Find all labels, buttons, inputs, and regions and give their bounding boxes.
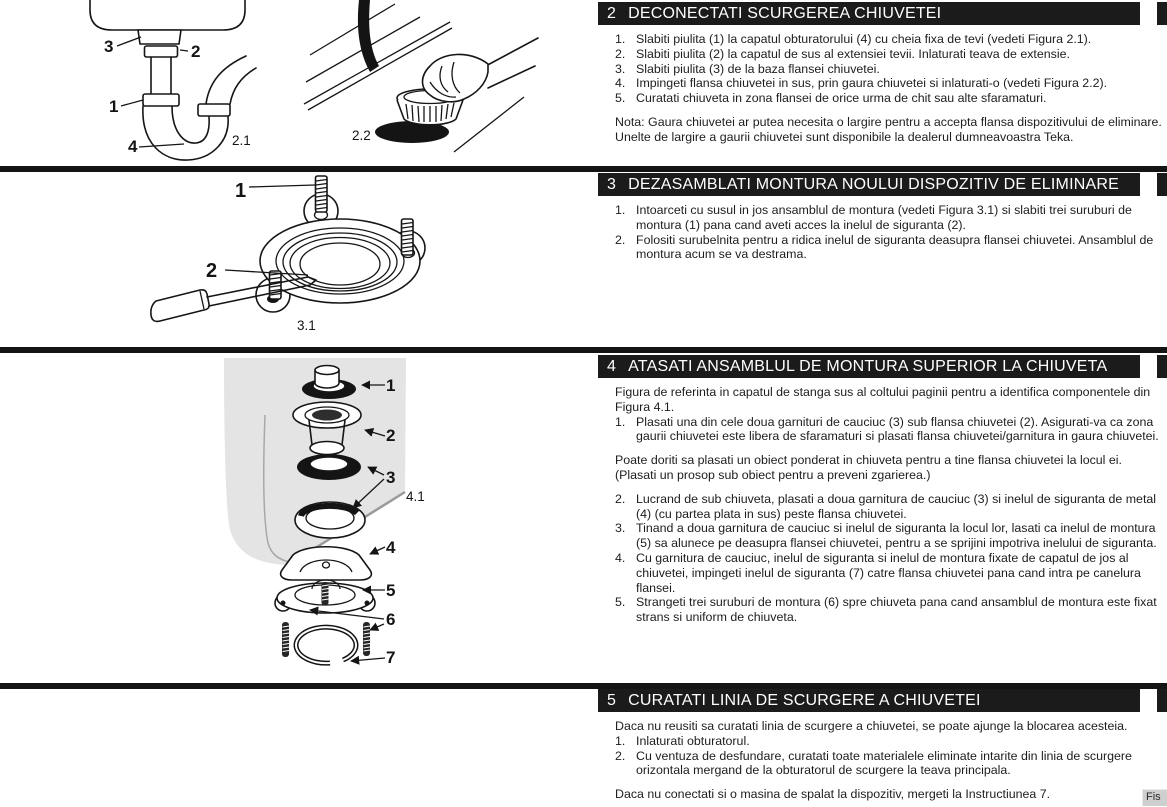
figure-2-2-hand-strainer-drawing <box>302 0 540 162</box>
section-divider <box>0 347 1167 353</box>
section-title: DECONECTATI SCURGEREA CHIUVETEI <box>628 4 942 22</box>
item-text: Tinand a doua garnitura de cauciuc si inelul de siguranta la locul lor, lasati ca inelul de montura (5) sa alunece pe deasupra flansei chiuvetei, pentru a se sprijini impotriva inelului de siguranta. <box>636 521 1157 551</box>
figure-2-1-p-trap-drawing <box>60 0 320 162</box>
fig21-caption: 2.1 <box>232 133 251 148</box>
section-number: 2 <box>607 4 617 22</box>
list-item <box>615 76 1163 91</box>
page-edge-tab <box>1157 689 1167 712</box>
item-text: Cu garnitura de cauciuc, inelul de siguranta si inelul de montura fixate de capatul de jos al chiuvetei, impingeti inelul de siguranta (7) catre flansa chiuvetei pana cand intra pe canelura flansei. <box>636 550 1141 595</box>
section-number: 4 <box>607 357 617 375</box>
item-text: Inlaturati obturatorul. <box>636 733 750 748</box>
section-2-header <box>598 2 1167 25</box>
fig41-label-2: 2 <box>386 426 396 445</box>
list-item <box>615 62 1163 77</box>
section-3-body <box>598 196 1167 262</box>
item-number: 5. <box>615 595 626 610</box>
item-number: 2. <box>615 46 626 61</box>
list-item <box>615 91 1163 106</box>
section-disconnect-drain <box>598 2 1167 145</box>
item-text: Slabiti piulita (3) de la baza flansei chiuvetei. <box>636 61 880 76</box>
fig31-label-1: 1 <box>235 180 247 202</box>
item-number: 3. <box>615 521 626 536</box>
section-title: CURATATI LINIA DE SCURGERE A CHIUVETEI <box>628 691 981 709</box>
tip-line-1: Poate doriti sa plasati un obiect ponderat in chiuveta pentru a tine flansa chiuvetei la locul ei. <box>615 453 1122 468</box>
mounting-ring-line-art <box>151 176 425 321</box>
item-text: Folositi surubelnita pentru a ridica inelul de siguranta deasupra flansei chiuvetei. Ansamblul de montura acum se va destrama. <box>636 232 1154 262</box>
item-text: Slabiti piulita (2) la capatul de sus al extensiei tevii. Inlaturati teava de extensie. <box>636 46 1070 61</box>
section-4-header-bar <box>598 355 1140 378</box>
intro-paragraph: Figura de referinta in capatul de stanga sus al coltului paginii pentru a identifica componentele din Figura 4.1. <box>615 385 1151 414</box>
section-5-header <box>598 689 1167 712</box>
fig21-label-3: 3 <box>104 37 114 56</box>
list-item <box>615 415 1163 445</box>
item-number: 1. <box>615 32 626 46</box>
list-item <box>615 203 1163 233</box>
list-item <box>615 32 1163 47</box>
section-2-body <box>598 25 1167 145</box>
fig41-caption: 4.1 <box>406 489 425 504</box>
tip-line-2: (Plasati un prosop sub obiect pentru a preveni zgarierea.) <box>615 467 931 482</box>
list-item <box>615 492 1163 522</box>
section-divider <box>0 166 1167 172</box>
strainer-line-art <box>304 0 538 152</box>
header-gap <box>1140 173 1157 196</box>
list-item <box>615 734 1163 749</box>
page-edge-tab <box>1157 2 1167 25</box>
note-line-1: Nota: Gaura chiuvetei ar putea necesita o largire pentru a accepta flansa dispozitivului de eliminare. <box>615 114 1162 129</box>
section-2-header-bar <box>598 2 1140 25</box>
item-text: Cu ventuza de desfundare, curatati toate materialele eliminate intarite din linia de scurgere orizontala mergand de la obturatorul de scurgere la teava principala. <box>636 748 1132 778</box>
section-title: DEZASAMBLATI MONTURA NOULUI DISPOZITIV DE ELIMINARE <box>628 175 1119 193</box>
fig41-label-3: 3 <box>386 468 396 487</box>
list-item <box>615 233 1163 263</box>
item-number: 4. <box>615 550 626 565</box>
item-number: 2. <box>615 491 626 506</box>
fig21-label-2: 2 <box>191 42 201 61</box>
page-edge-tab <box>1157 355 1167 378</box>
item-text: Curatati chiuveta in zona flansei de orice urma de chit sau alte sfaramaturi. <box>636 91 1047 106</box>
section-3-header <box>598 173 1167 196</box>
header-gap <box>1140 355 1157 378</box>
item-text: Plasati una din cele doua garnituri de cauciuc (3) sub flansa chiuvetei (2). Asigurati-va ca zona gaurii chiuvetei este libera de sfaramaturi si plasati flansa chiuvetei/garnitura in gaura chiuvetei. <box>636 414 1159 444</box>
fig21-label-4: 4 <box>128 137 138 156</box>
item-text: Lucrand de sub chiuveta, plasati a doua garnitura de cauciuc (3) si inelul de siguranta de metal (4) (cu partea plata in sus) peste flansa chiuvetei. <box>636 491 1157 521</box>
item-number: 3. <box>615 61 626 76</box>
item-number: 1. <box>615 733 626 748</box>
item-number: 2. <box>615 232 626 247</box>
note-paragraph <box>615 115 1163 145</box>
list-item <box>615 47 1163 62</box>
item-text: Impingeti flansa chiuvetei in sus, prin gaura chiuvetei si inlaturati-o (vedeti Figura 2.2). <box>636 76 1108 91</box>
fig41-label-6: 6 <box>386 610 396 629</box>
item-text: Slabiti piulita (1) la capatul obturatorului (4) cu cheia fixa de tevi (vedeti Figura 2.1). <box>636 32 1092 46</box>
section-4-body <box>598 378 1167 625</box>
item-number: 5. <box>615 91 626 106</box>
fig31-label-2: 2 <box>206 260 218 282</box>
section-3-header-bar <box>598 173 1140 196</box>
item-number: 4. <box>615 76 626 91</box>
fig41-label-4: 4 <box>386 538 396 557</box>
fig41-label-1: 1 <box>386 376 396 395</box>
section-title: ATASATI ANSAMBLUL DE MONTURA SUPERIOR LA CHIUVETA <box>628 357 1108 375</box>
section-attach-upper-mount <box>598 355 1167 625</box>
section-number: 3 <box>607 175 617 193</box>
list-item <box>615 521 1163 551</box>
header-gap <box>1140 689 1157 712</box>
closing-paragraph: Daca nu conectati si o masina de spalat la dispozitiv, mergeti la Instructiunea 7. <box>615 787 1051 802</box>
section-clean-drain-line <box>598 689 1167 802</box>
item-number: 1. <box>615 203 626 217</box>
section-5-header-bar <box>598 689 1140 712</box>
section-disassemble-mount <box>598 173 1167 262</box>
page-edge-tab <box>1157 173 1167 196</box>
intro-paragraph: Daca nu reusiti sa curatati linia de scurgere a chiuvetei, se poate ajunge la blocarea acesteia. <box>615 719 1128 733</box>
figure-3-1-mounting-ring-drawing <box>140 173 585 341</box>
list-item <box>615 551 1163 595</box>
list-item <box>615 749 1163 779</box>
section-number: 5 <box>607 691 617 709</box>
item-number: 1. <box>615 414 626 429</box>
note-line-2: Unelte de largire a gaurii chiuvetei sunt disponibile la dealerul dumneavoastra Teka. <box>615 129 1074 144</box>
item-number: 2. <box>615 748 626 763</box>
section-5-body <box>598 712 1167 802</box>
fig22-caption: 2.2 <box>352 128 371 143</box>
section-4-header <box>598 355 1167 378</box>
fig41-label-5: 5 <box>386 581 396 600</box>
header-gap <box>1140 2 1157 25</box>
corner-clipped-button[interactable]: Fis <box>1142 789 1167 806</box>
fig31-caption: 3.1 <box>297 318 316 333</box>
list-item <box>615 595 1163 625</box>
tip-paragraph <box>615 453 1163 483</box>
figure-4-1-exploded-assembly-drawing <box>200 358 462 680</box>
steps-list <box>615 492 1163 625</box>
fig41-label-7: 7 <box>386 648 396 667</box>
item-text: Strangeti trei suruburi de montura (6) spre chiuveta pana cand ansamblul de montura este fixat strans si uniform de chiuveta. <box>636 595 1157 625</box>
fig21-label-1: 1 <box>109 97 119 116</box>
item-text: Intoarceti cu susul in jos ansamblul de montura (vedeti Figura 3.1) si slabiti trei suruburi de montura (1) pana cand aveti acces la inelul de siguranta (2). <box>636 203 1132 232</box>
